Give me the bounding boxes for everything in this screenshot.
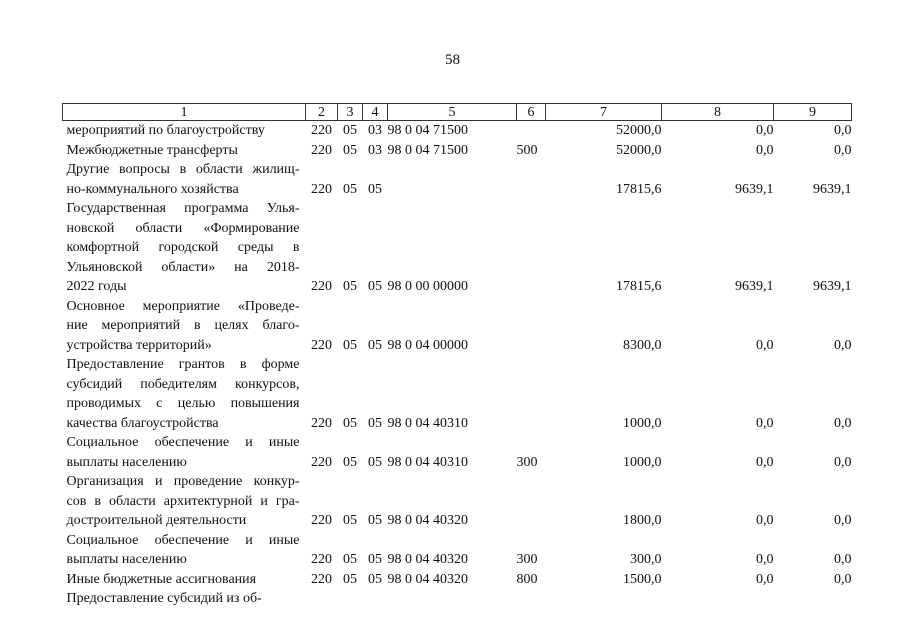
item-name bbox=[63, 531, 306, 570]
amount-col-8: 0,0 bbox=[756, 552, 774, 567]
code-ved: 220 bbox=[311, 552, 332, 567]
amount-col-7: 8300,0 bbox=[623, 337, 662, 353]
amount-col-9: 0,0 bbox=[834, 142, 852, 158]
amount-col-9 bbox=[774, 589, 852, 609]
code-rz: 05 bbox=[343, 142, 357, 158]
item-name bbox=[63, 121, 306, 141]
code-pr: 03 bbox=[368, 123, 382, 138]
code-ved: 220 bbox=[311, 513, 332, 528]
item-name-line: выплаты населению bbox=[66, 454, 187, 470]
item-name-line: Межбюджетные трансферты bbox=[66, 142, 238, 158]
item-name-line: но-коммунального хозяйства bbox=[66, 181, 239, 197]
code-rz: 05 bbox=[343, 337, 357, 353]
item-name-line: Предоставление грантов в форме bbox=[66, 357, 300, 372]
code-vr bbox=[517, 297, 546, 356]
code-pr: 05 bbox=[368, 337, 382, 353]
item-name-line: ние мероприятий в целях благо- bbox=[66, 318, 300, 333]
item-name bbox=[63, 570, 306, 590]
item-name bbox=[63, 141, 306, 161]
header-col-4: 4 bbox=[363, 104, 388, 121]
item-name-line: достроительной деятельности bbox=[66, 513, 247, 528]
budget-table bbox=[62, 103, 852, 609]
code-pr: 05 bbox=[368, 181, 382, 197]
item-name-line: Государственная программа Улья- bbox=[66, 201, 300, 216]
code-csr: 98 0 00 00000 bbox=[387, 279, 468, 294]
code-pr: 05 bbox=[368, 571, 382, 587]
amount-col-9: 0,0 bbox=[834, 123, 852, 138]
code-csr: 98 0 04 40320 bbox=[387, 513, 468, 528]
amount-col-9: 0,0 bbox=[834, 571, 852, 587]
amount-col-7: 1000,0 bbox=[623, 415, 662, 431]
code-vr: 500 bbox=[516, 142, 538, 158]
item-name-line: Другие вопросы в области жилищ- bbox=[66, 162, 300, 177]
code-ved: 220 bbox=[311, 123, 332, 138]
item-name-line: Основное мероприятие «Проведе- bbox=[66, 298, 300, 314]
code-rz: 05 bbox=[343, 513, 357, 528]
amount-col-7: 17815,6 bbox=[616, 279, 662, 294]
code-ved: 220 bbox=[311, 571, 332, 587]
amount-col-8: 0,0 bbox=[756, 454, 774, 470]
column-number-header bbox=[63, 104, 852, 121]
item-name-line: 2022 годы bbox=[66, 279, 127, 294]
table-body bbox=[63, 121, 852, 609]
item-name-line: Предоставление субсидий из об- bbox=[66, 591, 262, 606]
code-vr bbox=[517, 160, 546, 199]
code-vr: 300 bbox=[516, 454, 538, 470]
code-vr bbox=[517, 472, 546, 531]
table-row bbox=[63, 570, 852, 590]
header-col-5: 5 bbox=[388, 104, 517, 121]
amount-col-8: 9639,1 bbox=[735, 279, 774, 294]
code-ved: 220 bbox=[311, 337, 332, 353]
table-row bbox=[63, 472, 852, 531]
code-pr: 05 bbox=[368, 552, 382, 567]
code-rz: 05 bbox=[343, 552, 357, 567]
code-vr bbox=[517, 121, 546, 141]
amount-col-7: 52000,0 bbox=[616, 123, 662, 138]
code-ved bbox=[306, 589, 338, 609]
code-ved: 220 bbox=[311, 454, 332, 470]
amount-col-8: 0,0 bbox=[756, 571, 774, 587]
table-row bbox=[63, 355, 852, 433]
header-col-1: 1 bbox=[63, 104, 306, 121]
amount-col-7: 17815,6 bbox=[616, 181, 662, 197]
amount-col-9: 0,0 bbox=[834, 337, 852, 353]
amount-col-8: 0,0 bbox=[756, 337, 774, 353]
item-name-line: Организация и проведение конкур- bbox=[66, 474, 300, 489]
code-vr bbox=[517, 355, 546, 433]
amount-col-7: 1500,0 bbox=[623, 571, 662, 587]
table-row bbox=[63, 589, 852, 609]
item-name bbox=[63, 472, 306, 531]
code-pr: 05 bbox=[368, 454, 382, 470]
code-csr: 98 0 04 40320 bbox=[387, 552, 468, 567]
code-csr: 98 0 04 40310 bbox=[387, 454, 468, 470]
amount-col-9: 0,0 bbox=[834, 552, 852, 567]
amount-col-7: 300,0 bbox=[630, 552, 662, 567]
item-name-line: новской области «Формирование bbox=[66, 220, 300, 236]
table-row bbox=[63, 297, 852, 356]
code-pr: 05 bbox=[368, 513, 382, 528]
code-pr: 03 bbox=[368, 142, 382, 158]
item-name-line: Социальное обеспечение и иные bbox=[66, 532, 300, 548]
code-rz: 05 bbox=[343, 415, 357, 431]
item-name bbox=[63, 355, 306, 433]
code-rz: 05 bbox=[343, 123, 357, 138]
amount-col-7: 1000,0 bbox=[623, 454, 662, 470]
code-ved: 220 bbox=[311, 142, 332, 158]
header-col-8: 8 bbox=[662, 104, 774, 121]
item-name-line: мероприятий по благоустройству bbox=[66, 123, 265, 138]
code-csr: 98 0 04 00000 bbox=[387, 337, 468, 353]
item-name-line: субсидий победителям конкурсов, bbox=[66, 376, 300, 392]
item-name-line: Ульяновской области» на 2018- bbox=[66, 259, 300, 275]
amount-col-8: 0,0 bbox=[756, 513, 774, 528]
table-row bbox=[63, 160, 852, 199]
header-col-3: 3 bbox=[338, 104, 363, 121]
code-pr bbox=[363, 589, 388, 609]
code-vr: 800 bbox=[516, 571, 538, 587]
item-name-line: сов в области архитектурной и гра- bbox=[66, 493, 300, 509]
item-name bbox=[63, 297, 306, 356]
header-col-7: 7 bbox=[546, 104, 662, 121]
amount-col-7 bbox=[546, 589, 662, 609]
amount-col-8: 0,0 bbox=[756, 415, 774, 431]
code-ved: 220 bbox=[311, 415, 332, 431]
page-number: 58 bbox=[445, 52, 460, 68]
table-row bbox=[63, 199, 852, 297]
header-col-9: 9 bbox=[774, 104, 852, 121]
table-row bbox=[63, 433, 852, 472]
code-rz: 05 bbox=[343, 571, 357, 587]
code-rz bbox=[338, 589, 363, 609]
amount-col-9: 0,0 bbox=[834, 415, 852, 431]
code-csr: 98 0 04 71500 bbox=[387, 123, 468, 138]
amount-col-8 bbox=[662, 589, 774, 609]
item-name bbox=[63, 199, 306, 297]
amount-col-8: 0,0 bbox=[756, 142, 774, 158]
amount-col-9: 0,0 bbox=[834, 454, 852, 470]
code-pr: 05 bbox=[368, 415, 382, 431]
code-ved: 220 bbox=[311, 279, 332, 294]
code-ved: 220 bbox=[311, 181, 332, 197]
code-rz: 05 bbox=[343, 181, 357, 197]
code-vr: 300 bbox=[516, 552, 538, 567]
item-name bbox=[63, 589, 306, 609]
code-vr bbox=[517, 199, 546, 297]
item-name bbox=[63, 433, 306, 472]
table-row bbox=[63, 141, 852, 161]
code-rz: 05 bbox=[343, 454, 357, 470]
amount-col-8: 9639,1 bbox=[735, 181, 774, 197]
code-csr: 98 0 04 40320 bbox=[387, 571, 468, 587]
amount-col-9: 0,0 bbox=[834, 513, 852, 528]
header-col-6: 6 bbox=[517, 104, 546, 121]
code-vr bbox=[517, 589, 546, 609]
item-name-line: Социальное обеспечение и иные bbox=[66, 435, 300, 450]
code-csr: 98 0 04 71500 bbox=[387, 142, 468, 158]
code-csr: 98 0 04 40310 bbox=[387, 415, 468, 431]
code-csr bbox=[388, 589, 517, 609]
item-name-line: проводимых с целью повышения bbox=[66, 396, 300, 411]
amount-col-8: 0,0 bbox=[756, 123, 774, 138]
table-row bbox=[63, 531, 852, 570]
item-name-line: Иные бюджетные ассигнования bbox=[66, 571, 257, 587]
amount-col-7: 1800,0 bbox=[623, 513, 662, 528]
amount-col-9: 9639,1 bbox=[813, 279, 852, 294]
item-name-line: выплаты населению bbox=[66, 552, 187, 567]
item-name bbox=[63, 160, 306, 199]
code-csr bbox=[388, 160, 517, 199]
item-name-line: комфортной городской среды в bbox=[66, 240, 300, 255]
amount-col-9: 9639,1 bbox=[813, 181, 852, 197]
table-row bbox=[63, 121, 852, 141]
code-pr: 05 bbox=[368, 279, 382, 294]
item-name-line: качества благоустройства bbox=[66, 415, 219, 431]
item-name-line: устройства территорий» bbox=[66, 337, 212, 353]
amount-col-7: 52000,0 bbox=[616, 142, 662, 158]
code-rz: 05 bbox=[343, 279, 357, 294]
header-col-2: 2 bbox=[306, 104, 338, 121]
